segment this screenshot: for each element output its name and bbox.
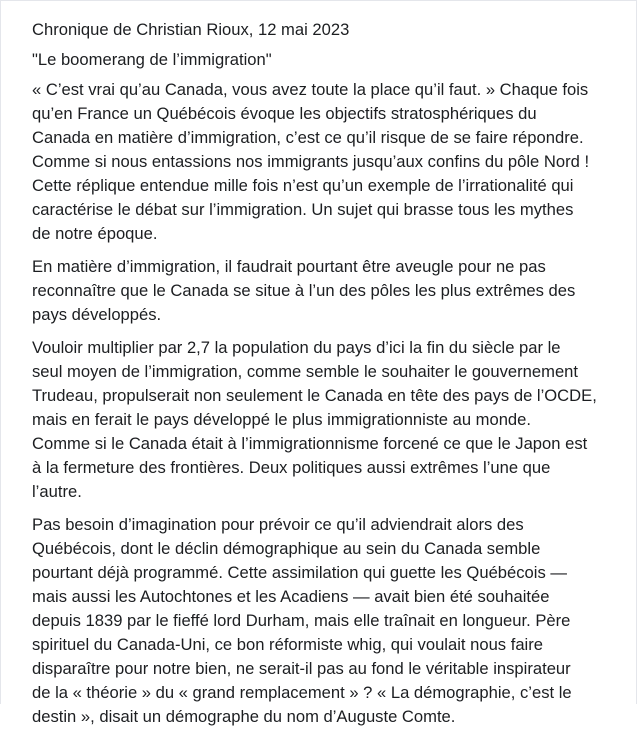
- post-paragraph-4: Pas besoin d’imagination pour prévoir ce qu’il adviendrait alors des Québécois, dont le déclin démographique au sein du Canada semble pourtant déjà programmé. Cette assimilation qui guette les Québécois — mais aussi les Autochtones et les Acadiens — avait bien été souhaitée depuis 1839 par le fieffé lord Durham, mais elle traînait en longueur. Père spirituel du Canada-Uni, ce bon réformiste whig, qui voulait nous faire disparaître pour notre bien, ne serait-il pas au fond le véritable inspirateur de la « théorie » du « grand remplacement » ? « La démographie, c’est le destin », disait un démographe du nom d’Auguste Comte.: [32, 515, 572, 726]
- post-title: "Le boomerang de l’immigration": [32, 50, 272, 69]
- post-paragraph-3: Vouloir multiplier par 2,7 la population du pays d’ici la fin du siècle par le seul moyen de l’immigration, comme semble le souhaiter le gouvernement Trudeau, propulserait non seulement le Canada en tête des pays de l’OCDE, mais en ferait le pays développé le plus immigrationniste au monde. Comme si le Canada était à l’immigrationnisme forcené ce que le Japon est à la fermeture des frontières. Deux politiques aussi extrêmes l’une que l’autre.: [32, 338, 597, 501]
- post-paragraph-1: « C’est vrai qu’au Canada, vous avez toute la place qu’il faut. » Chaque fois qu’en France un Québécois évoque les objectifs stratosphériques du Canada en matière d’immigration, c’est ce qu’il risque de se faire répondre. Comme si nous entassions nos immigrants jusqu’aux confins du pôle Nord ! Cette réplique entendue mille fois n’est qu’un exemple de l’irrationalité qui caractérise le débat sur l’immigration. Un sujet qui brasse tous les mythes de notre époque.: [32, 80, 590, 243]
- post-header-line: Chronique de Christian Rioux, 12 mai 2023: [32, 20, 350, 39]
- post-text: [32, 18, 622, 738]
- post-paragraph-2: En matière d’immigration, il faudrait pourtant être aveugle pour ne pas reconnaître que le Canada se situe à l’un des pôles les plus extrêmes des pays développés.: [32, 257, 576, 324]
